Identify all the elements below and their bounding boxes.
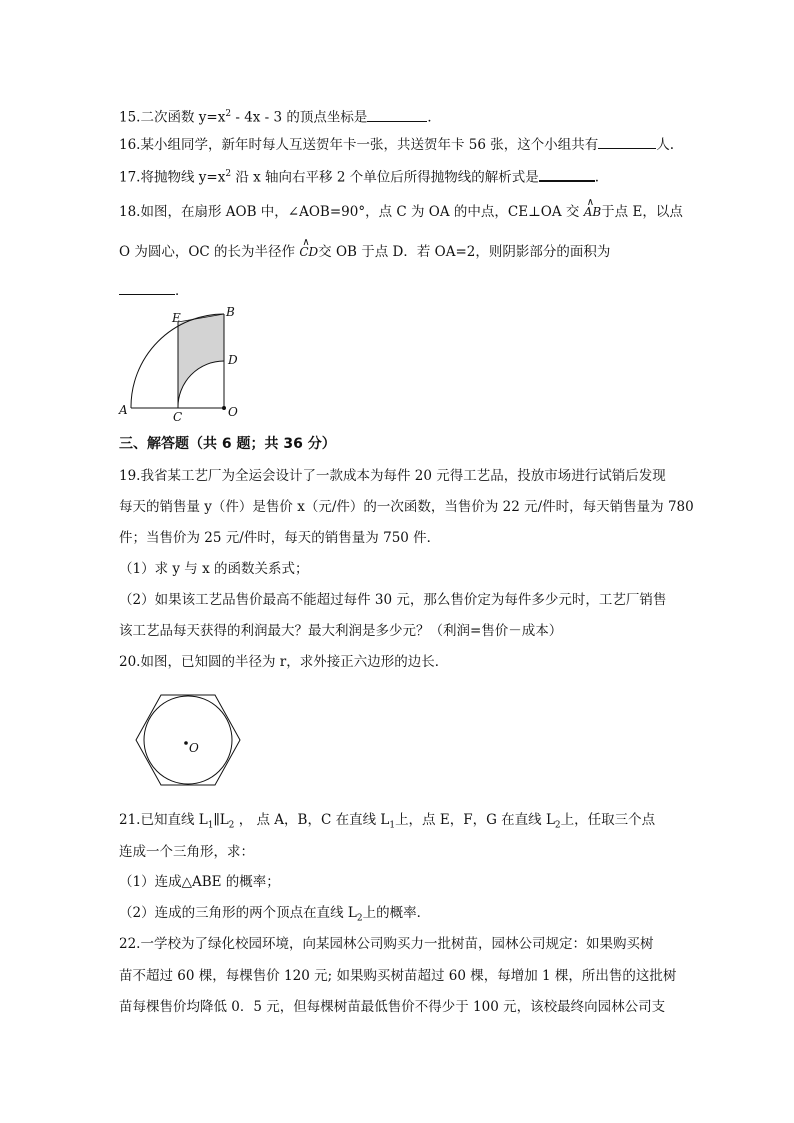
- q15-prefix: 15.二次函数 y=x: [119, 109, 226, 126]
- q21-part-a: 21.已知直线 L: [119, 812, 208, 828]
- q21-part2-sub: 2: [356, 913, 363, 924]
- q18-suffix: ．: [175, 283, 189, 299]
- q19-part2a: （2）如果该工艺品售价最高不能超过每件 30 元，那么售价定为每件多少元时，工艺厂销售: [119, 592, 667, 608]
- q17-rest: 沿 x 轴向右平移 2 个单位后所得抛物线的解析式是: [231, 169, 539, 186]
- question-18-line3: [119, 280, 189, 301]
- arc-cap-icon: ∧: [302, 237, 310, 248]
- inscribed-circle: [144, 696, 232, 784]
- q17-suffix: .: [594, 169, 600, 186]
- hexagon: [136, 695, 240, 785]
- q16-suffix: 人.: [656, 137, 675, 153]
- q21-sub1: 1: [207, 820, 214, 831]
- label-a: A: [119, 403, 128, 417]
- q21-part2-b: 上的概率．: [362, 905, 431, 921]
- q17-prefix: 17.将抛物线 y=x: [119, 169, 226, 186]
- q21-part-d: 上，点 E，F，G 在直线 L: [395, 812, 555, 828]
- q19-part2b: 该工艺品每天获得的利润最大？最大利润是多少元？（利润=售价－成本）: [119, 623, 563, 639]
- q15-exponent: 2: [225, 109, 232, 119]
- q18-answer-blank[interactable]: [119, 280, 175, 295]
- section-3-heading: 三、解答题（共 6 题；共 36 分）: [119, 436, 336, 452]
- label-o: O: [228, 405, 238, 419]
- q18-line1-a: 18.如图，在扇形 AOB 中，∠AOB=90°，点 C 为 OA 的中点，CE⊥OA 交: [119, 204, 580, 220]
- q15-rest: - 4x - 3 的顶点坐标是: [231, 109, 368, 126]
- q16-text: 16.某小组同学，新年时每人互送贺年卡一张，共送贺年卡 56 张，这个小组共有: [119, 137, 599, 153]
- arc-cd: [299, 237, 319, 262]
- q21-sub2: 2: [228, 820, 235, 831]
- q17-answer-blank[interactable]: [539, 166, 595, 182]
- arc-ab: [583, 197, 602, 222]
- question-16: [119, 134, 674, 155]
- q18-line2-b: 交 OB 于点 D．若 OA=2，则阴影部分的面积为: [318, 244, 611, 260]
- question-18-line2: [119, 237, 611, 262]
- q21-part2-a: （2）连成的三角形的两个顶点在直线 L: [119, 905, 357, 921]
- q21-sub4: 2: [554, 820, 561, 831]
- q17-exponent: 2: [225, 169, 232, 179]
- question-21: [119, 810, 655, 836]
- q21-part-c: ， 点 A，B，C 在直线 L: [234, 812, 390, 828]
- q22-line1: 22.一学校为了绿化校园环境，向某园林公司购买力一批树苗，园林公司规定：如果购买树: [119, 936, 654, 952]
- point-o: [222, 406, 226, 410]
- q19-line3: 件；当售价为 25 元/件时，每天的销售量为 750 件．: [119, 530, 441, 546]
- arc-cap-icon: ∧: [586, 197, 595, 208]
- q16-answer-blank[interactable]: [598, 134, 656, 149]
- q19-part1: （1）求 y 与 x 的函数关系式；: [119, 561, 309, 577]
- label-c: C: [173, 410, 183, 424]
- center-point: [184, 741, 188, 745]
- sector-figure: [112, 300, 252, 425]
- arc-ab-label: AB: [583, 205, 602, 219]
- q21-part-e: 上，任取三个点: [560, 812, 656, 828]
- q22-line2: 苗不超过 60 棵，每棵售价 120 元; 如果购买树苗超过 60 棵，每增加 1 棵，所出售的这批树: [119, 968, 677, 984]
- q19-line1: 19.我省某工艺厂为全运会设计了一款成本为每件 20 元得工艺品，投放市场进行试销后发现: [119, 468, 666, 484]
- label-d: D: [228, 353, 238, 367]
- hexagon-figure: [133, 690, 243, 790]
- label-e: E: [172, 311, 181, 325]
- q21-sub3: 1: [389, 820, 396, 831]
- label-b: B: [226, 305, 235, 319]
- q21-part1: （1）连成△ABE 的概率；: [119, 874, 280, 890]
- q15-suffix: ．: [427, 109, 441, 126]
- q22-line3: 苗每棵售价均降低 0．5 元，但每棵树苗最低售价不得少于 100 元，该校最终向园林公司支: [119, 999, 666, 1015]
- q21-part-b: ∥L: [213, 812, 229, 828]
- question-20: 20.如图，已知圆的半径为 r，求外接正六边形的边长．: [119, 654, 449, 670]
- label-center-o: O: [189, 741, 199, 755]
- arc-cd-label: CD: [299, 245, 319, 259]
- q19-line2: 每天的销售量 y（件）是售价 x（元/件）的一次函数，当售价为 22 元/件时，每天销售量为 780: [119, 499, 694, 515]
- question-18-line1: [119, 197, 683, 222]
- q15-answer-blank[interactable]: [367, 107, 427, 122]
- question-17: [119, 164, 599, 188]
- q18-line1-b: 于点 E，以点: [601, 204, 683, 220]
- q21-part2: [119, 903, 430, 929]
- q18-line2-a: O 为圆心，OC 的长为半径作: [119, 244, 296, 260]
- question-15: [119, 104, 441, 128]
- q21-line2: 连成一个三角形，求：: [119, 844, 254, 860]
